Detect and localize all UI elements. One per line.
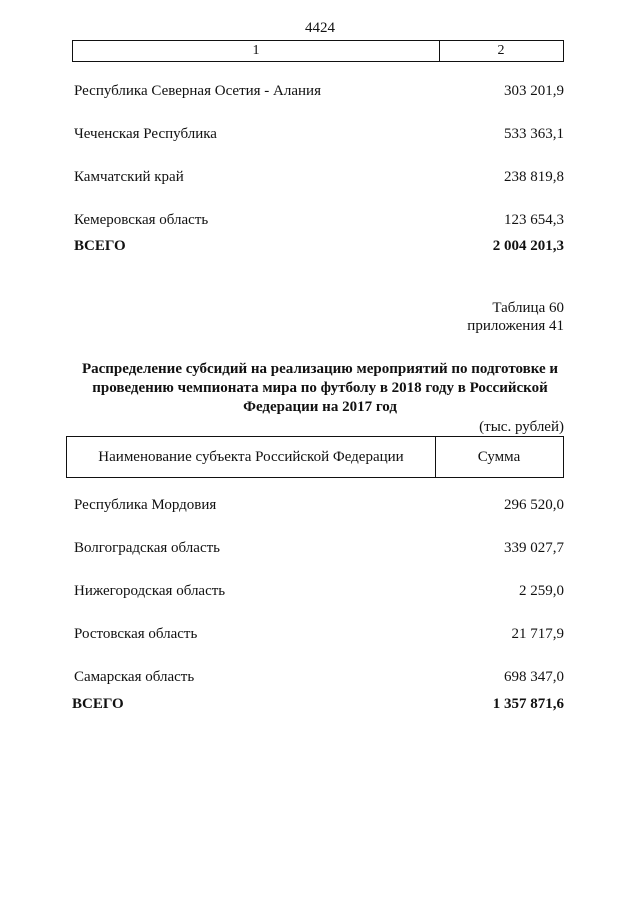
table1-total-row	[74, 236, 564, 256]
region-name: Чеченская Республика	[74, 126, 217, 142]
appendix-reference: приложения 41	[467, 318, 564, 334]
total-value: 1 357 871,6	[492, 696, 564, 712]
table2-header	[66, 436, 564, 478]
table1-row	[74, 81, 564, 101]
region-name: Кемеровская область	[74, 212, 209, 228]
region-name: Ростовская область	[74, 626, 198, 642]
region-name: Нижегородская область	[74, 583, 226, 599]
table2-header-name: Наименование субъекта Российской Федерации	[67, 437, 436, 477]
total-value: 2 004 201,3	[492, 238, 564, 254]
amount-value: 303 201,9	[504, 83, 564, 99]
table2-total-row	[72, 694, 564, 714]
amount-value: 21 717,9	[511, 626, 564, 642]
table1-header	[72, 40, 564, 62]
table1-header-col1: 1	[73, 41, 440, 61]
table-title: Распределение субсидий на реализацию мероприятий по подготовке и проведению чемпионата мира по футболу в 2018 году в Российской Федерации на 2017 год	[81, 361, 559, 415]
amount-value: 296 520,0	[504, 497, 564, 513]
table2-row	[74, 538, 564, 558]
amount-value: 339 027,7	[504, 540, 564, 556]
page-number: 4424	[305, 20, 335, 36]
table2-row	[74, 495, 564, 515]
table2-row	[74, 624, 564, 644]
amount-value: 123 654,3	[504, 212, 564, 228]
total-label: ВСЕГО	[72, 696, 124, 712]
region-name: Самарская область	[74, 669, 195, 685]
table-number: Таблица 60	[492, 300, 564, 316]
table1-row	[74, 124, 564, 144]
table2-header-amount: Сумма	[477, 449, 521, 465]
region-name: Республика Мордовия	[74, 497, 217, 513]
amount-value: 533 363,1	[504, 126, 564, 142]
region-name: Республика Северная Осетия - Алания	[74, 83, 321, 99]
table1-header-col2: 2	[497, 43, 505, 58]
table1-row	[74, 210, 564, 230]
table1-row	[74, 167, 564, 187]
amount-value: 238 819,8	[504, 169, 564, 185]
table2-row	[74, 667, 564, 687]
region-name: Камчатский край	[74, 169, 184, 185]
region-name: Волгоградская область	[74, 540, 220, 556]
amount-value: 2 259,0	[519, 583, 564, 599]
amount-value: 698 347,0	[504, 669, 564, 685]
total-label: ВСЕГО	[74, 238, 126, 254]
units-label: (тыс. рублей)	[479, 419, 564, 435]
table2-row	[74, 581, 564, 601]
